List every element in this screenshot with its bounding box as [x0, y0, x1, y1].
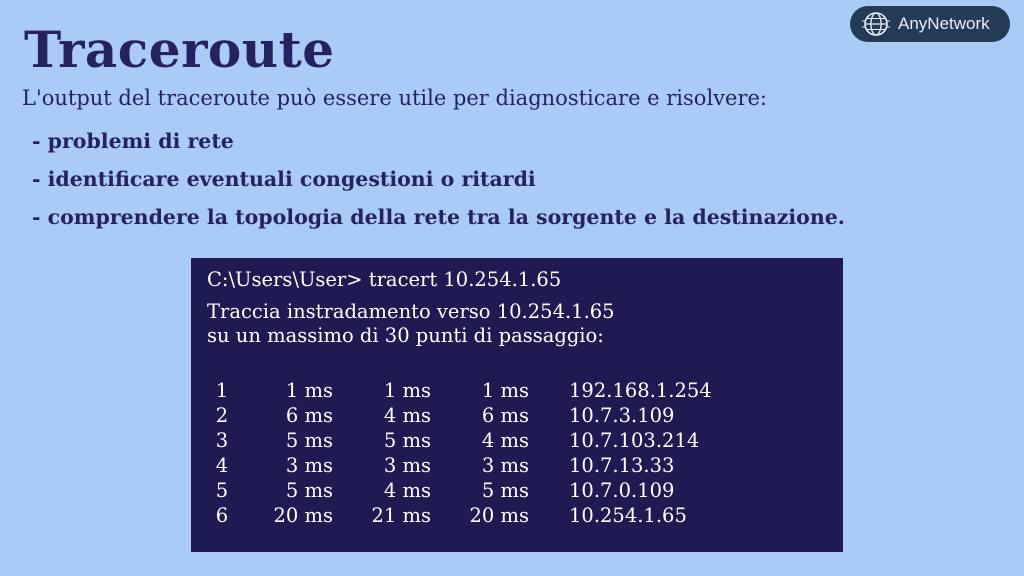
hop-time-3: 3 ms — [481, 454, 529, 477]
hop-time-3: 1 ms — [481, 379, 529, 402]
hop-time-3: 5 ms — [481, 479, 529, 502]
logo-text: AnyNetwork — [898, 14, 990, 33]
hop-time-2: 1 ms — [383, 379, 431, 402]
hop-row — [207, 453, 843, 478]
hop-time-2: 4 ms — [383, 479, 431, 502]
hop-time-1: 5 ms — [285, 479, 333, 502]
terminal-window — [191, 258, 843, 552]
hop-time-3: 20 ms — [469, 504, 529, 527]
hop-number: 3 — [215, 429, 229, 452]
hop-time-2: 21 ms — [371, 504, 431, 527]
page-title: Traceroute — [24, 20, 335, 79]
hop-number: 2 — [215, 404, 229, 427]
hop-row — [207, 403, 843, 428]
intro-text: L'output del traceroute può essere utile per diagnosticare e risolvere: — [22, 86, 767, 110]
hop-time-1: 20 ms — [273, 504, 333, 527]
bullet-item: - problemi di rete — [32, 129, 234, 153]
hop-ip: 10.7.3.109 — [569, 404, 675, 427]
hop-time-1: 5 ms — [285, 429, 333, 452]
hop-number: 5 — [215, 479, 229, 502]
trace-header-line: Traccia instradamento verso 10.254.1.65 — [207, 300, 615, 323]
hop-row — [207, 478, 843, 503]
hop-row — [207, 503, 843, 528]
hop-time-3: 4 ms — [481, 429, 529, 452]
hop-time-2: 3 ms — [383, 454, 431, 477]
hop-time-2: 4 ms — [383, 404, 431, 427]
hop-row — [207, 428, 843, 453]
terminal-spacer — [207, 348, 843, 378]
bullet-item: - identificare eventuali congestioni o ritardi — [32, 167, 536, 191]
hop-ip: 10.7.103.214 — [569, 429, 700, 452]
hop-number: 1 — [215, 379, 229, 402]
hop-time-1: 3 ms — [285, 454, 333, 477]
terminal-command: C:\Users\User> tracert 10.254.1.65 — [207, 268, 562, 291]
hop-ip: 10.254.1.65 — [569, 504, 687, 527]
trace-header-line: su un massimo di 30 punti di passaggio: — [207, 324, 604, 347]
hop-time-2: 5 ms — [383, 429, 431, 452]
hop-time-1: 1 ms — [285, 379, 333, 402]
hop-row — [207, 378, 843, 403]
hop-ip: 10.7.0.109 — [569, 479, 675, 502]
hop-ip: 192.168.1.254 — [569, 379, 712, 402]
bullet-item: - comprendere la topologia della rete tra la sorgente e la destinazione. — [32, 205, 845, 229]
bullet-list — [32, 122, 845, 236]
anynetwork-logo — [850, 6, 1010, 42]
hop-number: 4 — [215, 454, 229, 477]
hop-time-1: 6 ms — [285, 404, 333, 427]
hop-ip: 10.7.13.33 — [569, 454, 675, 477]
hop-time-3: 6 ms — [481, 404, 529, 427]
hop-number: 6 — [215, 504, 229, 527]
globe-icon — [862, 10, 890, 38]
